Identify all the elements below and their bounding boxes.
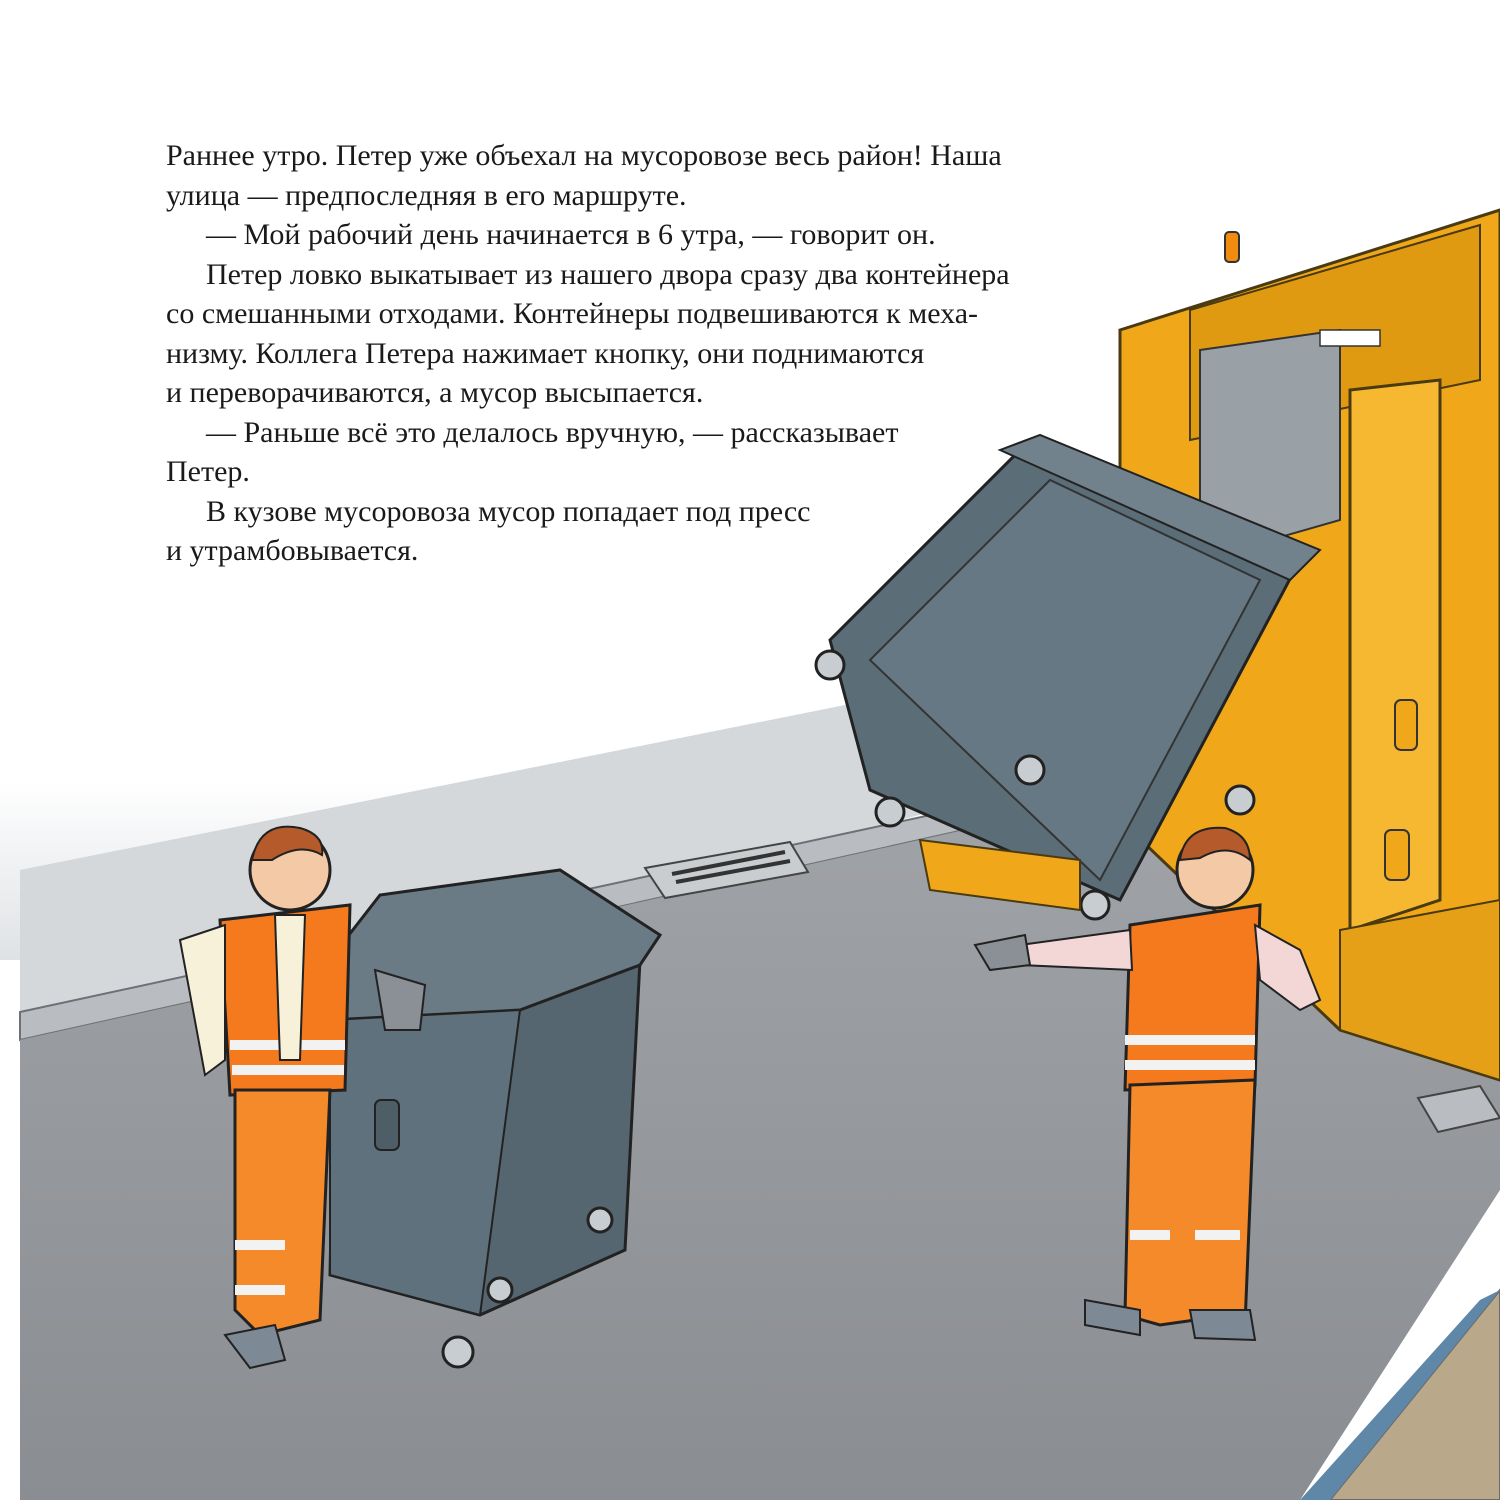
- story-line: низму. Коллега Петера нажимает кнопку, они поднимаются: [166, 336, 925, 370]
- story-text: [166, 136, 1156, 571]
- story-line: В кузове мусоровоза мусор попадает под пресс: [206, 494, 811, 528]
- story-line: — Мой рабочий день начинается в 6 утра, — говорит он.: [206, 218, 936, 251]
- story-line: — Раньше всё это делалось вручную, — рассказывает: [206, 415, 899, 449]
- story-line: со смешанными отходами. Контейнеры подвешиваются к меха-: [166, 297, 979, 330]
- story-line: Петер.: [166, 455, 250, 488]
- story-line: и переворачиваются, а мусор высыпается.: [166, 376, 704, 409]
- story-line: Раннее утро. Петер уже объехал на мусоровозе весь район! Наша: [166, 139, 1002, 172]
- story-line: Петер ловко выкатывает из нашего двора сразу два контейнера: [206, 257, 1010, 291]
- story-line: улица — предпоследняя в его маршруте.: [166, 178, 687, 212]
- story-line: и утрамбовывается.: [166, 534, 419, 567]
